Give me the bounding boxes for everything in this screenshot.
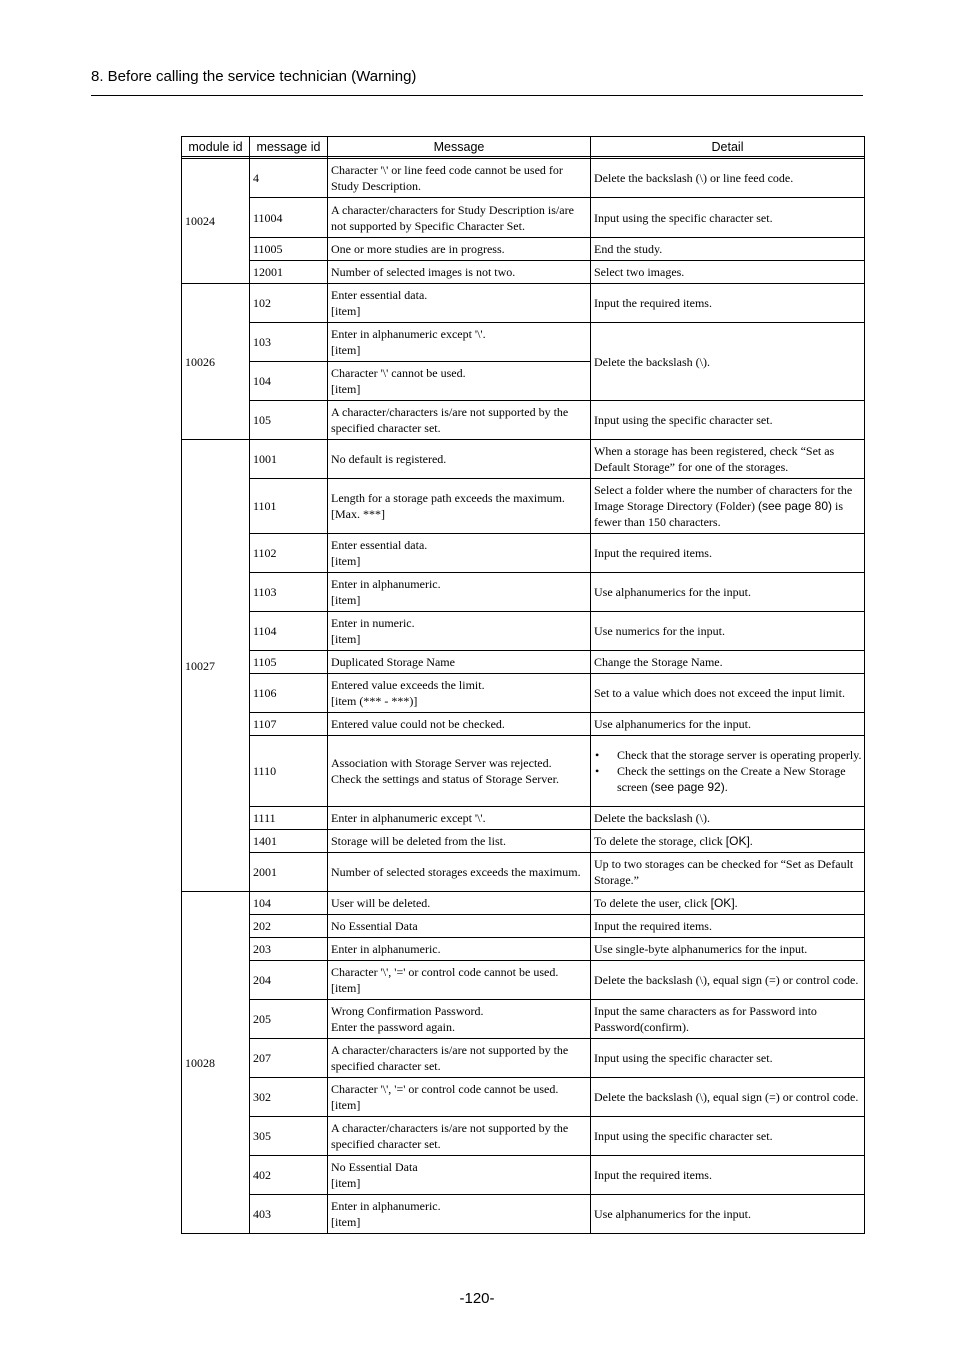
table-row (182, 159, 865, 198)
message-id-cell: 1105 (250, 651, 328, 674)
message-id-cell: 1102 (250, 534, 328, 573)
message-table-container (181, 136, 864, 1234)
detail-cell: Use alphanumerics for the input. (591, 1195, 865, 1234)
message-cell: Enter in alphanumeric. (328, 938, 591, 961)
message-id-cell: 203 (250, 938, 328, 961)
message-id-cell: 1110 (250, 736, 328, 807)
detail-bullet-item: • Check that the storage server is operating properly. (594, 747, 862, 763)
message-cell: A character/characters is/are not supported by the specified character set. (328, 401, 591, 440)
message-line: Enter in alphanumeric. (331, 1199, 441, 1213)
message-id-cell: 305 (250, 1117, 328, 1156)
message-id-cell: 402 (250, 1156, 328, 1195)
detail-cell: Delete the backslash (\). (591, 323, 865, 401)
message-line: Enter essential data. (331, 288, 428, 302)
detail-text: Check the settings on the Create a New Storage screen (617, 764, 846, 794)
table-row (182, 892, 865, 915)
message-id-cell: 11004 (250, 198, 328, 238)
table-row (182, 713, 865, 736)
ok-button-reference: [OK] (725, 834, 750, 848)
detail-cell: Input the required items. (591, 284, 865, 323)
message-cell (328, 479, 591, 534)
message-id-cell: 207 (250, 1039, 328, 1078)
detail-text: . (734, 896, 738, 910)
table-row (182, 1078, 865, 1117)
message-cell: A character/characters is/are not supported by the specified character set. (328, 1039, 591, 1078)
table-row (182, 807, 865, 830)
message-line: Association with Storage Server was rejected. (331, 756, 552, 770)
message-line: [item] (331, 1176, 361, 1190)
table-row (182, 238, 865, 261)
table-row (182, 830, 865, 853)
message-line: [item (*** - ***)] (331, 694, 418, 708)
detail-cell: Change the Storage Name. (591, 651, 865, 674)
detail-cell: End the study. (591, 238, 865, 261)
message-line: Enter the password again. (331, 1020, 455, 1034)
message-line: [item] (331, 554, 361, 568)
message-line: Character '\' cannot be used. (331, 366, 466, 380)
message-cell: Enter in alphanumeric except '\'. (328, 807, 591, 830)
message-id-cell: 1001 (250, 440, 328, 479)
detail-cell: Input using the specific character set. (591, 1117, 865, 1156)
message-table (181, 136, 865, 1234)
table-row (182, 440, 865, 479)
column-header-detail: Detail (591, 137, 865, 157)
message-cell (328, 1078, 591, 1117)
detail-bullet-list (594, 747, 862, 795)
message-cell (328, 961, 591, 1000)
table-row (182, 1195, 865, 1234)
message-line: [item] (331, 382, 361, 396)
detail-cell: Use alphanumerics for the input. (591, 713, 865, 736)
message-line: [item] (331, 593, 361, 607)
detail-cell (591, 830, 865, 853)
detail-text: To delete the user, click (594, 896, 711, 910)
detail-cell (591, 892, 865, 915)
message-id-cell: 102 (250, 284, 328, 323)
message-cell (328, 323, 591, 362)
detail-cell: Use single-byte alphanumerics for the input. (591, 938, 865, 961)
message-id-cell: 204 (250, 961, 328, 1000)
message-id-cell: 104 (250, 362, 328, 401)
table-row (182, 1039, 865, 1078)
message-line: Enter in numeric. (331, 616, 415, 630)
message-id-cell: 2001 (250, 853, 328, 892)
table-row (182, 284, 865, 323)
page-reference-link[interactable]: (see page 80) (757, 499, 833, 513)
message-id-cell: 1401 (250, 830, 328, 853)
column-header-module-id: module id (182, 137, 250, 157)
table-header-row (182, 137, 865, 157)
message-line: Length for a storage path exceeds the maximum. (331, 491, 565, 505)
message-cell: User will be deleted. (328, 892, 591, 915)
message-id-cell: 11005 (250, 238, 328, 261)
message-cell (328, 674, 591, 713)
detail-cell (591, 479, 865, 534)
message-line: Entered value exceeds the limit. (331, 678, 485, 692)
message-cell: No default is registered. (328, 440, 591, 479)
message-id-cell: 1111 (250, 807, 328, 830)
message-line: Check the settings and status of Storage Server. (331, 772, 559, 786)
ok-button-reference: [OK] (710, 896, 735, 910)
message-cell (328, 736, 591, 807)
message-id-cell: 202 (250, 915, 328, 938)
table-row (182, 853, 865, 892)
detail-text: . (749, 834, 753, 848)
message-cell: Storage will be deleted from the list. (328, 830, 591, 853)
detail-bullet-item (594, 763, 862, 795)
detail-cell: Input using the specific character set. (591, 401, 865, 440)
detail-cell: Input using the specific character set. (591, 198, 865, 238)
detail-cell: Delete the backslash (\), equal sign (=) or control code. (591, 1078, 865, 1117)
table-row (182, 534, 865, 573)
message-id-cell: 1106 (250, 674, 328, 713)
module-id-cell: 10024 (182, 159, 250, 284)
table-row (182, 674, 865, 713)
table-row (182, 261, 865, 284)
table-row (182, 1000, 865, 1039)
detail-text: Select a folder where the number of characters for the Image Storage Directory (Folder) (594, 483, 853, 513)
detail-cell: When a storage has been registered, check “Set as Default Storage” for one of the storages. (591, 440, 865, 479)
message-cell: Number of selected storages exceeds the maximum. (328, 853, 591, 892)
table-row (182, 915, 865, 938)
table-row (182, 1156, 865, 1195)
message-line: Character '\', '=' or control code cannot be used. (331, 1082, 559, 1096)
module-id-cell: 10026 (182, 284, 250, 440)
message-cell (328, 534, 591, 573)
message-cell (328, 1156, 591, 1195)
detail-cell: Set to a value which does not exceed the input limit. (591, 674, 865, 713)
page-header: 8. Before calling the service technician (Warning) (91, 66, 863, 96)
message-cell (328, 573, 591, 612)
detail-cell (591, 736, 865, 807)
table-row (182, 479, 865, 534)
message-line: Enter in alphanumeric. (331, 577, 441, 591)
module-id-cell: 10027 (182, 440, 250, 892)
message-line: Character '\', '=' or control code cannot be used. (331, 965, 559, 979)
detail-text: To delete the storage, click (594, 834, 726, 848)
table-row (182, 938, 865, 961)
detail-cell: Up to two storages can be checked for “Set as Default Storage.” (591, 853, 865, 892)
message-cell: A character/characters for Study Description is/are not supported by Specific Character Set. (328, 198, 591, 238)
detail-cell: Input the required items. (591, 534, 865, 573)
message-line: Enter in alphanumeric except '\'. (331, 327, 486, 341)
message-cell: Entered value could not be checked. (328, 713, 591, 736)
detail-cell: Input the required items. (591, 1156, 865, 1195)
message-cell (328, 1000, 591, 1039)
detail-cell: Input the required items. (591, 915, 865, 938)
column-header-message-id: message id (250, 137, 328, 157)
message-line: [item] (331, 304, 361, 318)
message-line: [item] (331, 1215, 361, 1229)
message-cell: Character '\' or line feed code cannot be used for Study Description. (328, 159, 591, 198)
message-cell: Duplicated Storage Name (328, 651, 591, 674)
table-row (182, 573, 865, 612)
message-cell (328, 362, 591, 401)
detail-cell: Use alphanumerics for the input. (591, 573, 865, 612)
message-line: [item] (331, 343, 361, 357)
detail-cell: Input the same characters as for Password into Password(confirm). (591, 1000, 865, 1039)
message-id-cell: 104 (250, 892, 328, 915)
message-id-cell: 1103 (250, 573, 328, 612)
message-line: Wrong Confirmation Password. (331, 1004, 484, 1018)
detail-cell: Use numerics for the input. (591, 612, 865, 651)
table-row (182, 651, 865, 674)
message-id-cell: 105 (250, 401, 328, 440)
message-id-cell: 103 (250, 323, 328, 362)
detail-cell: Select two images. (591, 261, 865, 284)
table-row (182, 401, 865, 440)
message-cell (328, 612, 591, 651)
message-id-cell: 302 (250, 1078, 328, 1117)
message-id-cell: 4 (250, 159, 328, 198)
table-row (182, 1117, 865, 1156)
table-row (182, 961, 865, 1000)
column-header-message: Message (328, 137, 591, 157)
message-line: Enter essential data. (331, 538, 428, 552)
message-id-cell: 1104 (250, 612, 328, 651)
message-cell: Number of selected images is not two. (328, 261, 591, 284)
detail-cell: Delete the backslash (\), equal sign (=) or control code. (591, 961, 865, 1000)
detail-text: is fewer than 150 characters. (594, 499, 844, 529)
table-row (182, 612, 865, 651)
message-line: [item] (331, 632, 361, 646)
detail-text: . (724, 780, 728, 794)
table-row (182, 736, 865, 807)
module-id-cell: 10028 (182, 892, 250, 1234)
message-cell: One or more studies are in progress. (328, 238, 591, 261)
message-cell (328, 1195, 591, 1234)
message-id-cell: 403 (250, 1195, 328, 1234)
message-cell: A character/characters is/are not supported by the specified character set. (328, 1117, 591, 1156)
detail-cell: Delete the backslash (\). (591, 807, 865, 830)
message-cell: No Essential Data (328, 915, 591, 938)
page-number: -120- (459, 1290, 495, 1307)
message-line: No Essential Data (331, 1160, 418, 1174)
detail-cell: Delete the backslash (\) or line feed code. (591, 159, 865, 198)
message-line: [Max. ***] (331, 507, 385, 521)
message-line: [item] (331, 1098, 361, 1112)
message-cell (328, 284, 591, 323)
table-row (182, 323, 865, 362)
message-id-cell: 1101 (250, 479, 328, 534)
message-id-cell: 1107 (250, 713, 328, 736)
message-id-cell: 205 (250, 1000, 328, 1039)
table-row (182, 198, 865, 238)
message-line: [item] (331, 981, 361, 995)
message-id-cell: 12001 (250, 261, 328, 284)
detail-cell: Input using the specific character set. (591, 1039, 865, 1078)
page-reference-link[interactable]: (see page 92) (650, 780, 725, 794)
